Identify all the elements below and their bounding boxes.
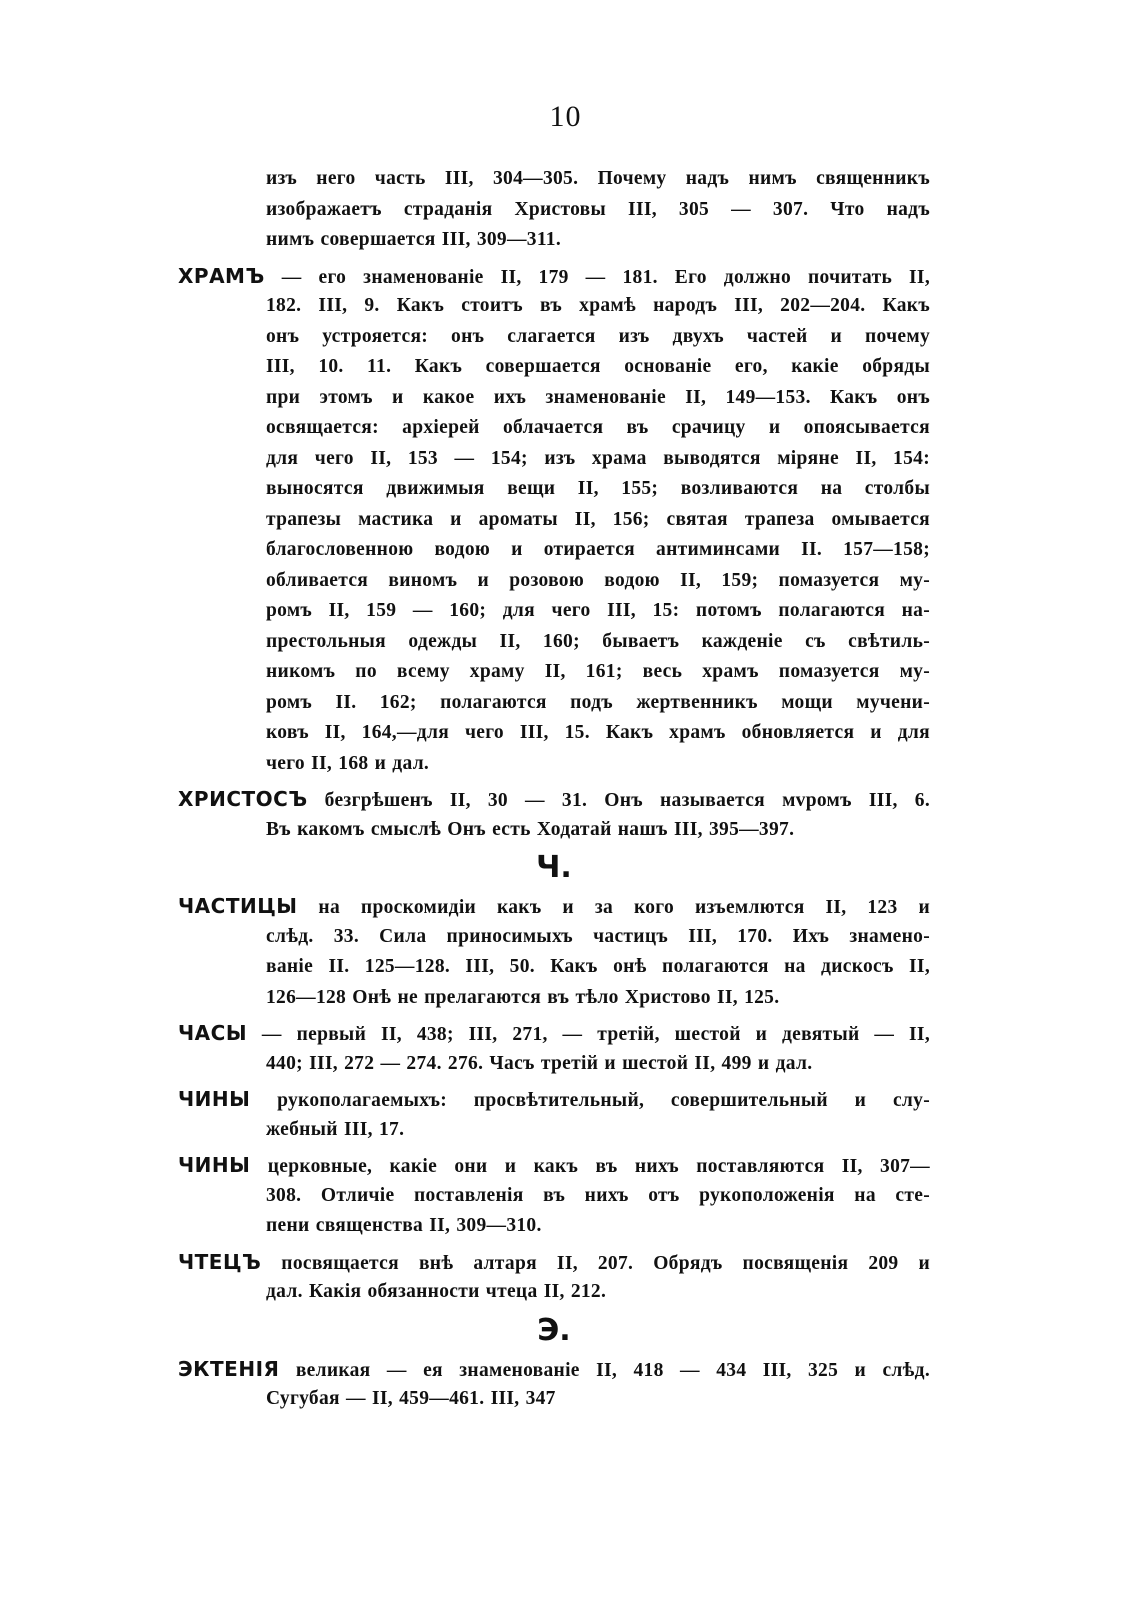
index-entry-chiny-rukopolagaemyh — [178, 1084, 930, 1145]
text-line: III, 10. 11. Какъ совершается основаніе его, какіе обряды — [266, 356, 930, 377]
entry-first-line — [178, 891, 930, 922]
text-line: онъ устрояется: онъ слагается изъ двухъ частей и почему — [266, 325, 930, 347]
headword: ЭКТЕНІЯ — [178, 1356, 280, 1381]
entry-first-line — [178, 784, 930, 815]
entry-text: — первый II, 438; III, 271, — третій, шестой и девятый — II, — [247, 1024, 930, 1045]
index-entry-hristos — [178, 784, 930, 845]
entry-first-line — [178, 1247, 930, 1278]
text-line: слѣд. 33. Сила приносимыхъ частицъ III, 170. Ихъ знамено- — [266, 925, 930, 947]
text-line: ромъ II. 162; полагаются подъ жертвенникъ мощи мучени- — [266, 691, 930, 713]
text-line: Въ какомъ смыслѣ Онъ есть Ходатай нашъ III, 395—397. — [266, 818, 795, 840]
text-line: нимъ совершается III, 309—311. — [266, 229, 562, 250]
text-line: ваніе II. 125—128. III, 50. Какъ онѣ полагаются на дискосъ II, — [266, 956, 930, 977]
continuation-entry — [178, 164, 930, 256]
text-line: 126—128 Онѣ не прелагаются въ тѣло Христово II, 125. — [266, 986, 780, 1008]
text-line: ромъ II, 159 — 160; для чего III, 15: потомъ полагаются на- — [266, 600, 930, 621]
headword: ХРИСТОСЪ — [178, 787, 308, 811]
entry-first-line — [178, 1150, 930, 1181]
text-line: 308. Отличіе поставленія въ нихъ отъ рукоположенія на сте- — [266, 1184, 930, 1206]
section-letter-che: Ч. — [536, 850, 572, 885]
headword: ХРАМЪ — [178, 263, 265, 288]
text-line: освящается: архіерей облачается въ срачицу и опоясывается — [266, 417, 930, 438]
text-line: для чего II, 153 — 154; изъ храма выводятся міряне II, 154: — [266, 447, 930, 469]
text-line: обливается виномъ и розовою водою II, 159; помазуется му- — [266, 569, 930, 591]
index-entry-hram — [178, 261, 930, 780]
index-text — [178, 164, 930, 1415]
text-line: изображаетъ страданія Христовы III, 305 — 307. Что надъ — [266, 198, 930, 220]
entry-text: на проскомидіи какъ и за кого изъемлются II, 123 и — [297, 897, 930, 918]
headword: ЧИНЫ — [178, 1087, 251, 1111]
headword: ЧТЕЦЪ — [178, 1249, 262, 1274]
entry-first-line — [178, 1018, 930, 1049]
entry-text: безгрѣшенъ II, 30 — 31. Онъ называется мvромъ III, 6. — [307, 790, 930, 811]
entry-first-line — [178, 1084, 930, 1115]
entry-text: великая — ея знаменованіе II, 418 — 434 III, 325 и слѣд. — [279, 1359, 930, 1381]
headword: ЧАСТИЦЫ — [178, 894, 298, 918]
entry-text: — его знаменованіе II, 179 — 181. Его должно почитать II, — [264, 266, 930, 288]
text-line: жебный III, 17. — [266, 1118, 405, 1140]
text-line: чего II, 168 и дал. — [266, 752, 430, 774]
index-entry-ekteniya — [178, 1354, 930, 1415]
text-line: дал. Какія обязанности чтеца II, 212. — [266, 1281, 607, 1302]
text-line: благословенною водою и отирается антиминсами II. 157—158; — [266, 539, 930, 560]
text-line: пени священства II, 309—310. — [266, 1215, 542, 1236]
text-line: престольныя одежды II, 160; бываетъ кажденіе съ свѣтиль- — [266, 630, 930, 652]
entry-first-line — [178, 1354, 930, 1385]
entry-text: посвящается внѣ алтаря II, 207. Обрядъ посвященія 209 и — [261, 1252, 930, 1274]
section-letter-e: Э. — [537, 1312, 571, 1348]
index-entry-chastitsy — [178, 891, 930, 1013]
text-line: 182. III, 9. Какъ стоитъ въ храмѣ народъ III, 202—204. Какъ — [266, 295, 930, 316]
headword: ЧИНЫ — [178, 1153, 251, 1177]
text-line: трапезы мастика и ароматы II, 156; святая трапеза омывается — [266, 508, 930, 530]
index-entry-chiny-tserkovnye — [178, 1150, 930, 1242]
text-line: никомъ по всему храму II, 161; весь храмъ помазуется му- — [266, 661, 930, 682]
index-entry-chasy — [178, 1018, 930, 1079]
text-line: при этомъ и какое ихъ знаменованіе II, 149—153. Какъ онъ — [266, 386, 930, 408]
index-entry-chtets — [178, 1247, 930, 1308]
text-line: ковъ II, 164,—для чего III, 15. Какъ храмъ обновляется и для — [266, 722, 930, 743]
page-number: 10 — [549, 100, 582, 133]
entry-first-line — [178, 261, 930, 292]
text-line: 440; III, 272 — 274. 276. Часъ третій и шестой II, 499 и дал. — [266, 1052, 813, 1074]
text-line: изъ него часть III, 304—305. Почему надъ нимъ священникъ — [266, 168, 930, 189]
headword: ЧАСЫ — [178, 1021, 248, 1045]
entry-text: церковные, какіе они и какъ въ нихъ поставляются II, 307— — [250, 1156, 930, 1177]
text-line: выносятся движимыя вещи II, 155; возливаются на столбы — [266, 478, 930, 499]
entry-text: рукополагаемыхъ: просвѣтительный, совершительный и слу- — [250, 1090, 930, 1111]
text-line: Сугубая — II, 459—461. III, 347 — [266, 1388, 556, 1409]
